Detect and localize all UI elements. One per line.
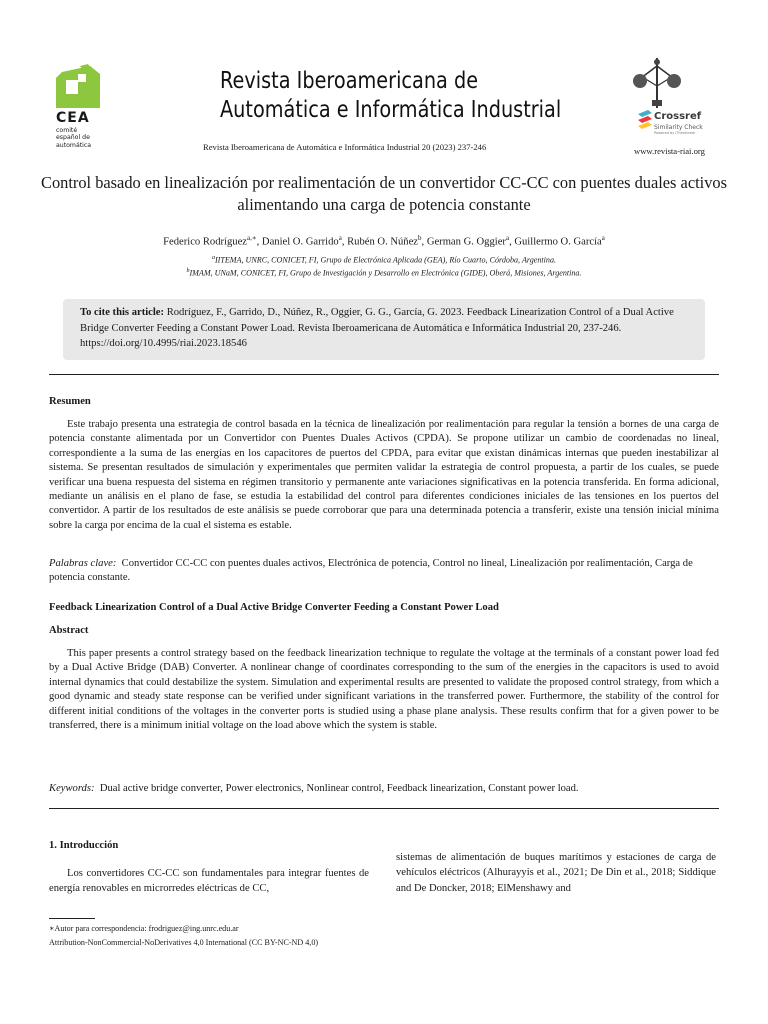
affiliation-line	[40, 266, 728, 279]
palabras-clave-label: Palabras clave:	[49, 558, 117, 569]
journal-website-link[interactable]: www.revista-riai.org	[634, 146, 705, 156]
author-separator: ,	[509, 236, 515, 248]
author-affiliation-mark: a,∗	[247, 234, 257, 242]
author-name: Daniel O. Garrido	[261, 236, 339, 248]
english-title: Feedback Linearization Control of a Dual Active Bridge Converter Feeding a Constant Power Load	[49, 602, 499, 613]
author-name: German G. Oggier	[426, 236, 506, 248]
keywords	[49, 782, 719, 796]
introduction-left-column: Los convertidores CC-CC son fundamentales para integrar fuentes de energía renovables en microrredes eléctricas de CC,	[49, 868, 369, 895]
corresponding-author-footnote: ∗Autor para correspondencia: frodriguez@ing.unrc.edu.ar	[49, 924, 239, 933]
crossref-name: Crossref	[654, 111, 702, 122]
introduction-right-column: sistemas de alimentación de buques marítimos y estaciones de carga de vehículos eléctricos (Alhurayyis et al., 2021; De Din et al., 2018; Siddique and De Doncker, 2018; ElMenshawy and	[396, 852, 716, 894]
abstract-text: This paper presents a control strategy based on the feedback linearization technique to regulate the voltage at the terminals of a constant power load fed by a Dual Active Bridge (DAB) Converter. A nonlinear change of coordinates corresponding to the sum of the energies in the capacitors is used to avoid internal dynamics that could destabilize the system. Simulation and experimental results are presented to validate the proposed control strategy, from which a good dynamic and steady state response can be verified under significant variations in the transferred power. Furthermore, the stability of the control for different initial conditions of the voltages in the converter ports is studied using a phase plane analysis. These results confirm that for a given power to be transferred, there is a minimum initial voltage on the load above which the system is stable.	[49, 648, 719, 732]
author-separator: ,	[256, 236, 262, 248]
author-affiliation-mark: a	[505, 234, 510, 242]
introduction-heading: 1. Introducción	[49, 840, 119, 851]
citation-label: To cite this article:	[80, 307, 165, 318]
cea-mark-icon	[56, 64, 100, 108]
affiliations	[40, 253, 728, 279]
affiliation-text: IITEMA, UNRC, CONICET, FI, Grupo de Electrónica Aplicada (GEA), Río Cuarto, Córdoba, Argentina.	[214, 255, 557, 265]
affiliation-mark: a	[211, 255, 215, 261]
cea-logo	[50, 64, 112, 154]
author-affiliation-mark: a	[338, 234, 342, 242]
resumen-text: Este trabajo presenta una estrategia de control basada en la técnica de linealización por realimentación para regular la tensión a bornes de una carga de potencia constante alimentada por un Convertidor con Puentes Duales Activos (CPDA). Se propone utilizar un cambio de coordenadas no lineal, correspondiente a la suma de las energías en los capacitores de puertos del CPDA, para evitar que existan dinámicas internas que pueden inestabilizar al sistema. Se presentan resultados de simulación y experimentales que permiten validar la estrategia de control propuesta, a partir de los cuales, se puede verificar una buena respuesta del sistema en régimen transitorio y permanente ante variaciones significativas en la potencia transferida. En forma adicional, mediante un análisis en el plano de fase, se estudia la estabilidad del control para diferentes condiciones iniciales de las tensiones en los puertos del convertidor. A partir de los resultados de este análisis se puede corroborar que para una determinada potencia a transferir, existe una tensión inicial mínima sobre la carga por encima de la cual el sistema es estable.	[49, 419, 719, 531]
crossref-icon	[638, 110, 652, 130]
footnote-rule	[49, 918, 95, 919]
keywords-text: Dual active bridge converter, Power electronics, Nonlinear control, Feedback linearization, Constant power load.	[99, 783, 579, 794]
cea-logo-subtitle: comité español de automática	[56, 127, 92, 149]
author-name: Guillermo O. García	[514, 236, 602, 248]
keywords-label: Keywords:	[49, 783, 95, 794]
author-separator: ,	[421, 236, 427, 248]
author-list	[40, 234, 728, 248]
author-affiliation-mark: a	[601, 234, 605, 242]
crossref-badge[interactable]	[638, 110, 708, 144]
divider-bottom	[49, 808, 719, 809]
crossref-powered-by: Powered by iThenticate	[654, 131, 696, 135]
cea-logo-word: CEA	[56, 110, 90, 126]
author-separator: ,	[341, 236, 348, 248]
author-affiliation-mark: b	[418, 234, 422, 242]
resumen-heading: Resumen	[49, 396, 91, 407]
palabras-clave-text: Convertidor CC-CC con puentes duales activos, Electrónica de potencia, Control no lineal, Linealización por realimentación, Carga de potencia constante.	[49, 558, 693, 584]
citation-body[interactable]: Rodríguez, F., Garrido, D., Núñez, R., Oggier, G. G., García, G. 2023. Feedback Linearization Control of a Dual Active Bridge Converter Feeding a Constant Power Load. Revista Iberoamericana de Automática e Informática Industrial 20, 237-246. https://doi.org/10.4995/riai.2023.18546	[80, 307, 674, 350]
abstract-heading: Abstract	[49, 625, 89, 636]
journal-title: Revista Iberoamericana de Automática e Informática Industrial	[220, 66, 562, 123]
citation-box	[63, 299, 705, 360]
governor-emblem-icon	[632, 56, 682, 110]
crossref-similarity: Similarity Check	[654, 124, 703, 131]
journal-reference: Revista Iberoamericana de Automática e Informática Industrial 20 (2023) 237-246	[203, 142, 487, 152]
affiliation-mark: b	[186, 268, 190, 275]
affiliation-text: IMAM, UNaM, CONICET, FI, Grupo de Investigación y Desarrollo en Electrónica (GIDE), Oberá, Misiones, Argentina.	[189, 268, 582, 278]
author-name: Rubén O. Núñez	[347, 236, 419, 248]
divider-top	[49, 374, 719, 375]
license-note: Attribution-NonCommercial-NoDerivatives 4,0 International (CC BY-NC-ND 4,0)	[49, 938, 319, 947]
article-title: Control basado en linealización por realimentación de un convertidor CC-CC con puentes duales activos alimentando una carga de potencia constante	[41, 173, 727, 214]
affiliation-line	[40, 253, 728, 266]
author-name: Federico Rodríguez	[163, 236, 247, 248]
citation-text	[80, 305, 695, 352]
palabras-clave	[49, 557, 719, 586]
